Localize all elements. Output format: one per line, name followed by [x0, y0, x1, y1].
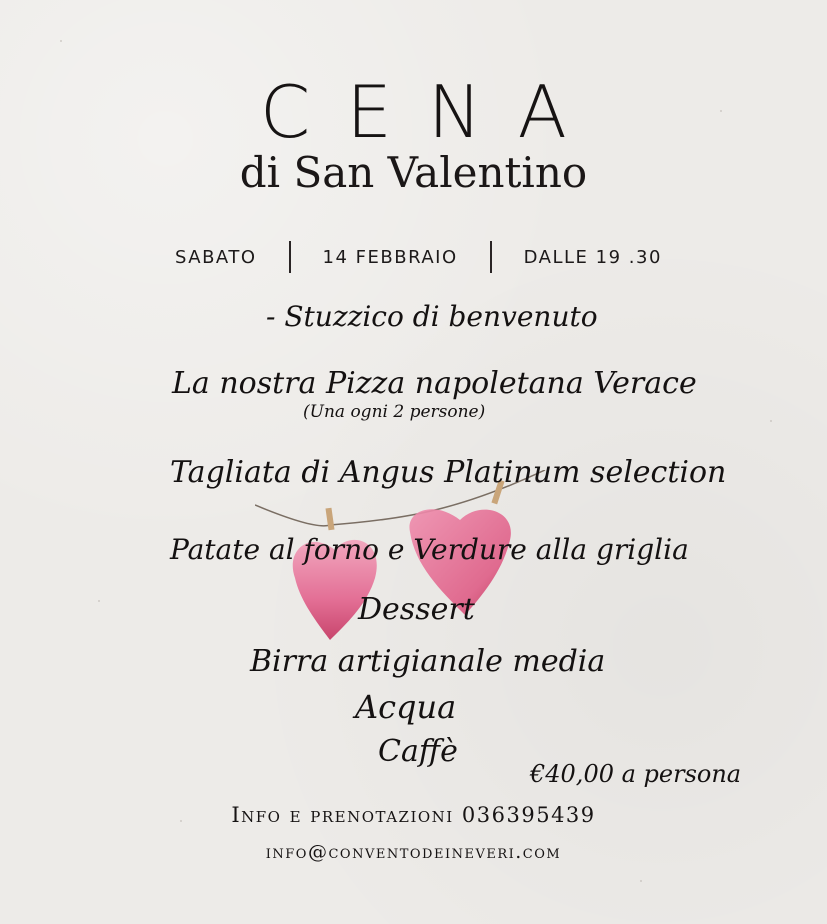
price-label: €40,00 a persona [530, 760, 742, 788]
menu-item-caffe: Caffè [378, 734, 458, 769]
contact-info: Info e prenotazioni 036395439 [231, 803, 596, 827]
menu-item-welcome: - Stuzzico di benvenuto [266, 300, 598, 333]
menu-item-tagliata: Tagliata di Angus Platinum selection [170, 455, 727, 490]
event-time: DALLE 19 .30 [523, 246, 662, 268]
divider [490, 241, 492, 273]
menu-item-contorni: Patate al forno e Verdure alla griglia [170, 533, 689, 566]
menu-item-pizza-note: (Una ogni 2 persone) [303, 402, 486, 422]
event-day: SABATO [175, 246, 257, 268]
paper-speck [60, 40, 62, 42]
menu-item-pizza: La nostra Pizza napoletana Verace [172, 366, 697, 401]
menu-item-acqua: Acqua [355, 688, 457, 726]
clothes-pin-icon [325, 508, 334, 531]
paper-speck [98, 600, 100, 602]
event-info-bar [175, 240, 662, 274]
page-title: CENA [260, 70, 603, 154]
divider [289, 241, 291, 273]
event-date: 14 FEBBRAIO [322, 246, 458, 268]
menu-item-dessert: Dessert [358, 592, 475, 627]
page-subtitle: di San Valentino [239, 148, 588, 197]
contact-email: info@conventodeineveri.com [265, 841, 562, 863]
menu-item-birra: Birra artigianale media [250, 644, 606, 679]
paper-speck [640, 880, 642, 882]
paper-speck [770, 420, 772, 422]
